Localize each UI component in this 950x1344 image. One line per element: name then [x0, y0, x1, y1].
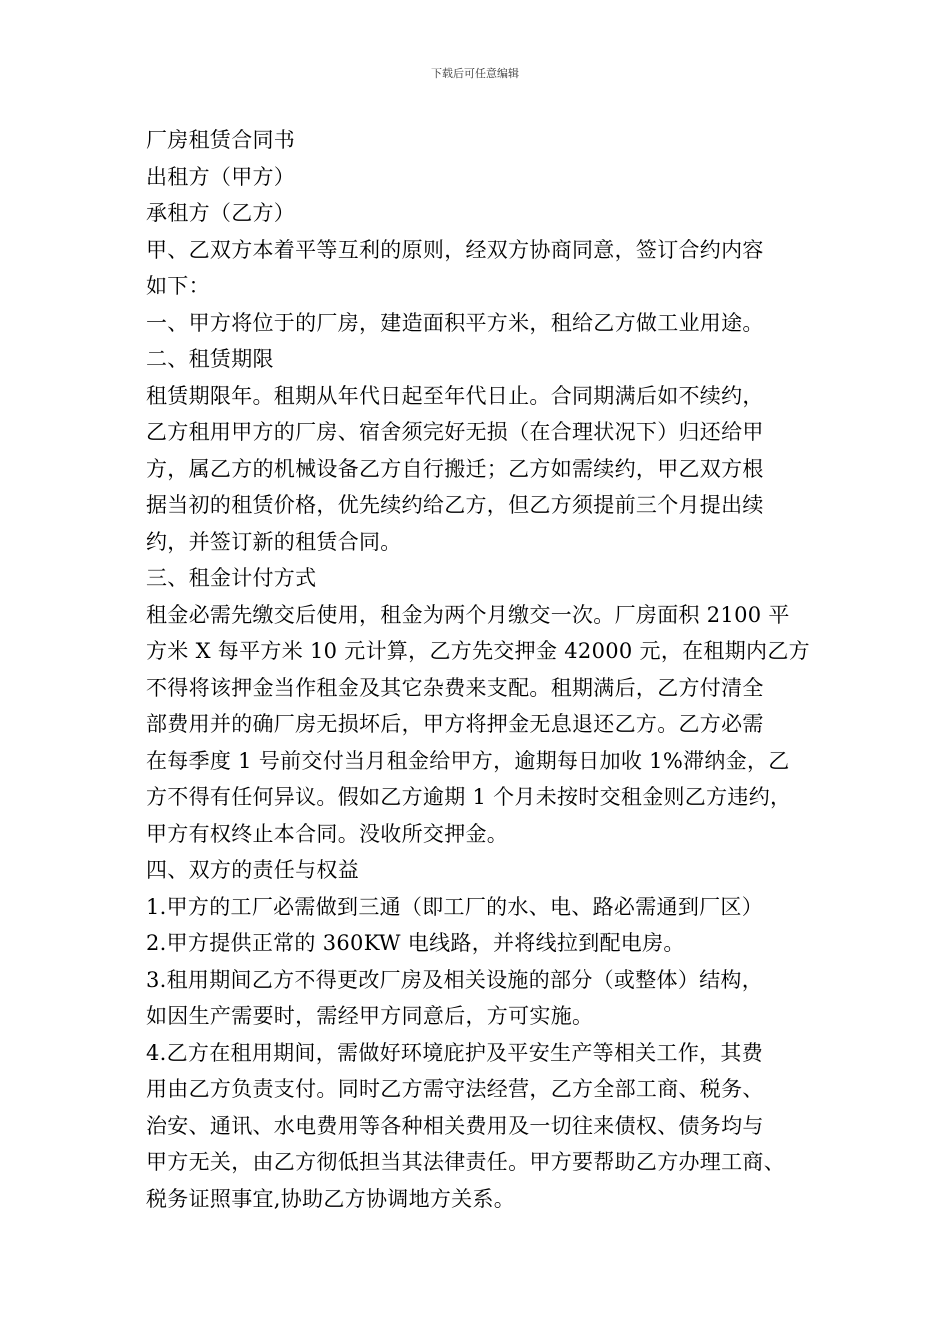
lessee-line: 承租方（乙方）: [146, 201, 296, 225]
document-body: [146, 122, 826, 1217]
text-line: 治安、通讯、水电费用等各种相关费用及一切往来债权、债务均与: [146, 1113, 764, 1138]
text-line: 用由乙方负责支付。同时乙方需守法经营，乙方全部工商、税务、: [146, 1077, 764, 1101]
list-item: 2.甲方提供正常的 360KW 电线路，并将线拉到配电房。: [146, 931, 685, 955]
document-title: 厂房租赁合同书: [146, 128, 296, 152]
section-heading-responsibilities: 四、双方的责任与权益: [146, 858, 359, 882]
text-line: 税务证照事宜,协助乙方协调地方关系。: [146, 1186, 516, 1211]
text-line: 在每季度 1 号前交付当月租金给甲方，逾期每日加收 1%滞纳金，乙: [146, 748, 790, 773]
text-line: 部费用并的确厂房无损坏后，甲方将押金无息退还乙方。乙方必需: [146, 712, 764, 736]
text-line: 据当初的租赁价格，优先续约给乙方，但乙方须提前三个月提出续: [146, 493, 764, 517]
section-heading-rent-payment: 三、租金计付方式: [146, 566, 317, 590]
text-line: 租赁期限年。租期从年代日起至年代日止。合同期满后如不续约，: [146, 383, 764, 408]
text-line: 方，属乙方的机械设备乙方自行搬迁；乙方如需续约，甲乙双方根: [146, 456, 764, 481]
text-line: 乙方租用甲方的厂房、宿舍须完好无损（在合理状况下）归还给甲: [146, 420, 764, 444]
page-header-note: 下载后可任意编辑: [431, 67, 519, 80]
text-line: 租金必需先缴交后使用，租金为两个月缴交一次。厂房面积 2100 平: [146, 602, 790, 627]
clause-1: 一、甲方将位于的厂房，建造面积平方米，租给乙方做工业用途。: [146, 310, 764, 335]
text-line: 甲、乙双方本着平等互利的原则，经双方协商同意，签订合约内容: [146, 237, 764, 262]
text-line: 不得将该押金当作租金及其它杂费来支配。租期满后，乙方付清全: [146, 675, 764, 700]
text-line: 方米 X 每平方米 10 元计算，乙方先交押金 42000 元，在租期内乙方: [146, 639, 810, 663]
text-line: 约，并签订新的租赁合同。: [146, 529, 402, 554]
list-item: 1.甲方的工厂必需做到三通（即工厂的水、电、路必需通到厂区）: [146, 894, 764, 919]
text-line: 甲方有权终止本合同。没收所交押金。: [146, 821, 509, 846]
section-heading-lease-term: 二、租赁期限: [146, 347, 274, 371]
list-item: 3.租用期间乙方不得更改厂房及相关设施的部分（或整体）结构，: [146, 967, 764, 992]
text-line: 如下：: [146, 274, 210, 298]
text-line: 如因生产需要时，需经甲方同意后，方可实施。: [146, 1004, 594, 1028]
lessor-line: 出租方（甲方）: [146, 164, 296, 189]
list-item: 4.乙方在租用期间，需做好环境庇护及平安生产等相关工作，其费: [146, 1040, 764, 1065]
text-line: 方不得有任何异议。假如乙方逾期 1 个月未按时交租金则乙方违约，: [146, 785, 792, 809]
text-line: 甲方无关，由乙方彻低担当其法律责任。甲方要帮助乙方办理工商、: [146, 1150, 785, 1174]
